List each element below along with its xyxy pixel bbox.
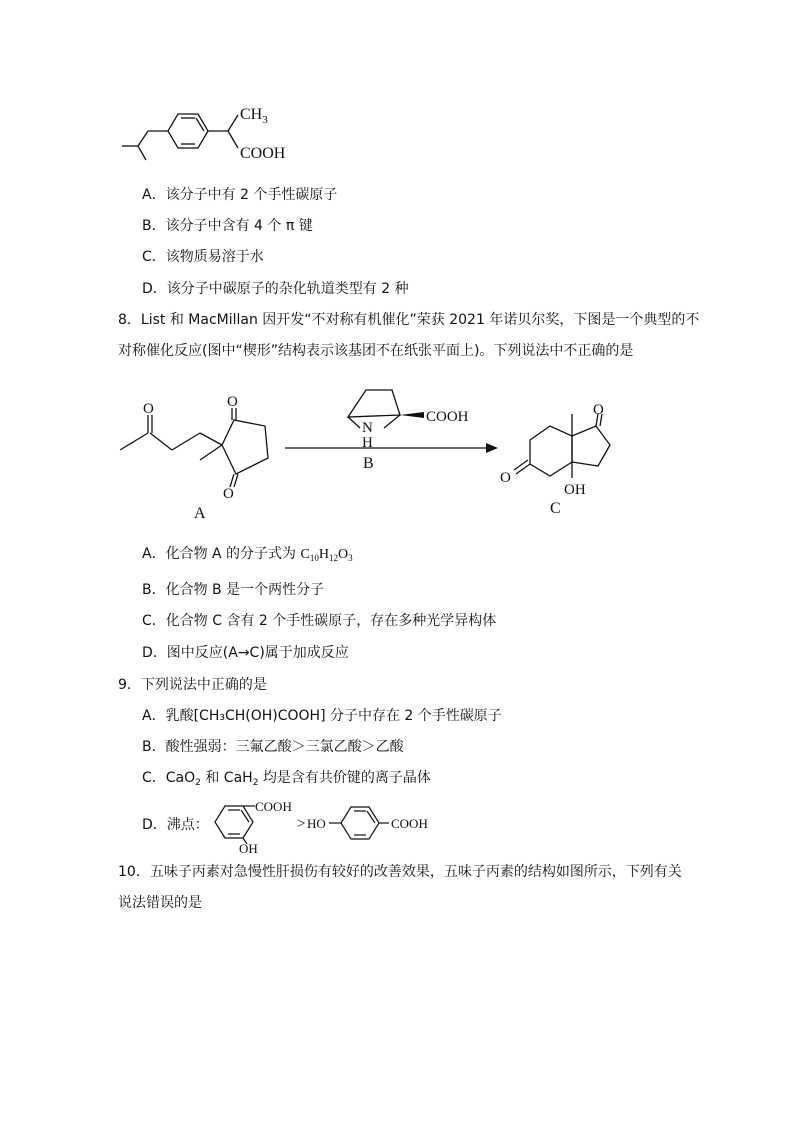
q8-option-b: B．化合物 B 是一个两性分子 [142,582,325,598]
compound-c-oxygen-2: O [500,470,511,486]
salicylic-oh: OH [239,841,258,855]
reaction-scheme [110,370,670,530]
compound-c-structure [514,414,610,478]
ibuprofen-ch3-label: $CH_3$ [240,106,268,126]
para-ho: HO [307,816,326,831]
compound-a-label: A [194,505,206,522]
catalyst-label: B [363,455,374,472]
q9-option-c: C．CaO$_2$ 和 CaH$_2$ 均是含有共价键的离子晶体 [142,770,431,788]
q8-option-d: D．图中反应(A→C)属于加成反应 [142,645,349,661]
q7-option-c: C．该物质易溶于水 [142,249,264,265]
compound-a-structure [120,408,268,487]
q8-option-a-prefix: A．化合物 A 的分子式为 [142,546,301,562]
para-hydroxybenzoic-acid-structure [329,807,389,839]
q9-option-b: B．酸性强弱：三氟乙酸＞三氯乙酸＞乙酸 [142,739,404,755]
compound-a-oxygen-2: O [227,394,238,410]
compound-b-cooh: COOH [426,409,469,425]
boiling-point-comparison [205,800,465,855]
q8-stem-line-2: 对称催化反应(图中“楔形”结构表示该基团不在纸张平面上)。下列说法中不正确的是 [118,343,634,359]
ibuprofen-cooh-label: COOH [240,145,286,162]
compound-a-oxygen-1: O [143,401,154,417]
q8-option-a-formula: $C_{10}H_{12}O_3$ [300,547,353,563]
ibuprofen-structure [110,98,310,168]
q10-stem-line-1: 10．五味子丙素对急慢性肝损伤有较好的改善效果，五味子丙素的结构如图所示，下列有关 [118,864,682,880]
salicylic-acid-structure [215,806,255,844]
greater-than-sign: > [297,816,306,832]
salicylic-cooh: COOH [255,800,292,814]
q7-option-a: A．该分子中有 2 个手性碳原子 [142,187,338,203]
compound-b-structure [348,390,400,428]
compound-a-oxygen-3: O [223,486,234,502]
q7-option-b: B．该分子中含有 4 个 π 键 [142,218,313,234]
para-cooh: COOH [391,816,428,831]
wedge-bond [400,412,424,418]
q9-option-d-prefix: D．沸点： [142,817,209,833]
q7-option-d: D．该分子中碳原子的杂化轨道类型有 2 种 [142,281,409,297]
compound-b-nitrogen: N [362,420,373,436]
q8-option-c: C．化合物 C 含有 2 个手性碳原子，存在多种光学异构体 [142,613,497,629]
q9-stem: 9．下列说法中正确的是 [118,677,267,693]
q9-option-a: A．乳酸[CH₃CH(OH)COOH] 分子中存在 2 个手性碳原子 [142,708,502,724]
reaction-arrowhead [486,443,498,453]
q8-stem-line-1: 8．List 和 MacMillan 因开发“不对称有机催化”荣获 2021 年诺贝尔奖，下图是一个典型的不 [118,312,700,328]
compound-c-label: C [550,500,561,517]
compound-b-hydrogen: H [362,435,373,451]
compound-c-oh: OH [564,482,586,498]
q8-option-a [142,544,353,565]
compound-c-oxygen-1: O [593,402,604,418]
q10-stem-line-2: 说法错误的是 [118,895,202,911]
